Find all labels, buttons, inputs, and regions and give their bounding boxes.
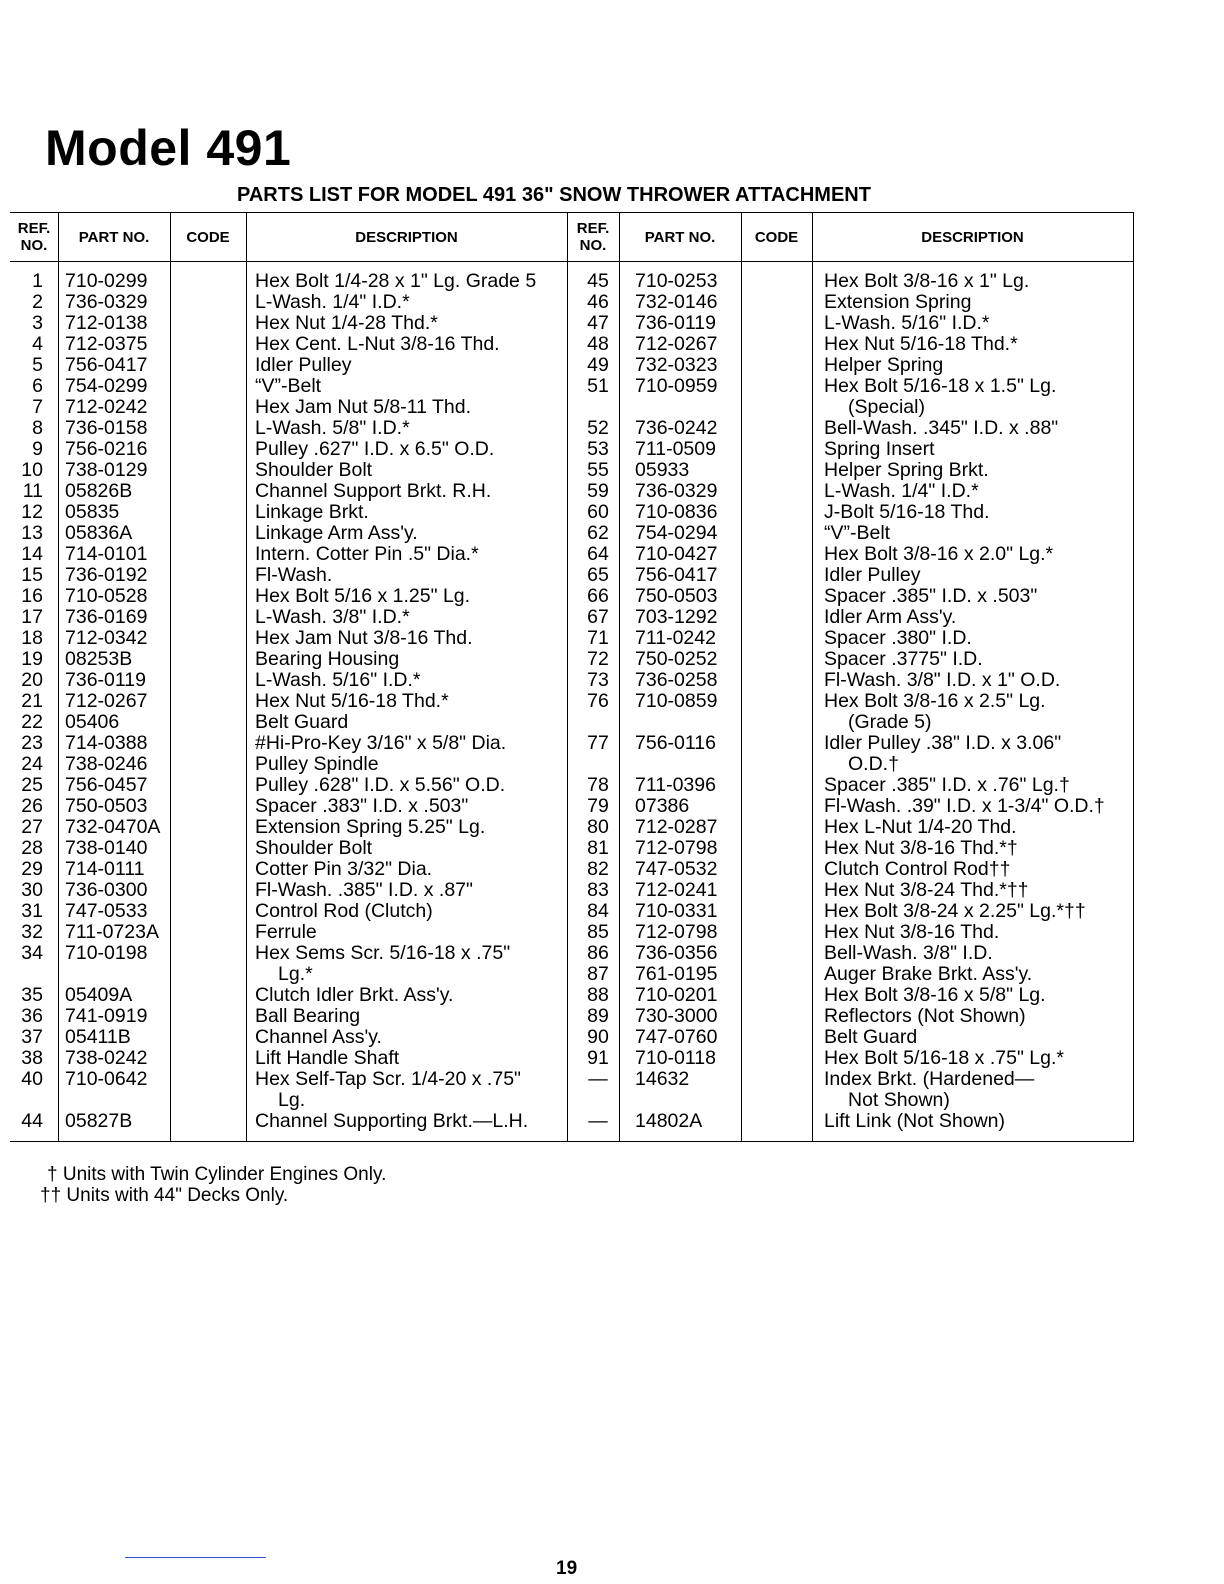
cell-ref: 9 — [32, 438, 43, 460]
cell-desc: Hex Bolt 3/8-16 x 1" Lg. — [824, 270, 1030, 292]
cell-desc: Spacer .385" I.D. x .503" — [824, 585, 1038, 607]
cell-desc: Hex Jam Nut 3/8-16 Thd. — [255, 627, 473, 649]
cell-desc: Hex Bolt 3/8-16 x 2.5" Lg. — [824, 690, 1046, 712]
cell-part: 736-0329 — [635, 480, 718, 502]
cell-desc: Hex Bolt 1/4-28 x 1" Lg. Grade 5 — [255, 270, 537, 292]
cell-part: 710-0118 — [635, 1047, 716, 1069]
cell-desc: O.D.† — [848, 753, 899, 775]
cell-desc: Idler Pulley — [255, 354, 352, 376]
cell-part: 736-0242 — [635, 417, 718, 439]
cell-part: 710-0528 — [65, 585, 148, 607]
footnote-mark: †† — [40, 1185, 62, 1206]
cell-ref: 15 — [21, 564, 43, 586]
cell-desc: L-Wash. 5/16" I.D.* — [255, 669, 421, 691]
cell-ref: — — [588, 1068, 608, 1090]
cell-ref: 13 — [21, 522, 43, 544]
cell-part — [635, 397, 741, 418]
cell-desc: Spacer .383" I.D. x .503" — [255, 795, 469, 817]
cell-desc: L-Wash. 3/8" I.D.* — [255, 606, 410, 628]
cell-part: 712-0138 — [65, 312, 148, 334]
cell-desc: Hex Nut 1/4-28 Thd.* — [255, 312, 438, 334]
cell-desc: Lift Link (Not Shown) — [824, 1110, 1005, 1132]
cell-ref: 44 — [21, 1110, 43, 1132]
cell-part: 711-0723A — [65, 921, 159, 943]
cell-part: 747-0533 — [65, 900, 148, 922]
page-number: 19 — [556, 1558, 578, 1579]
cell-desc: Belt Guard — [255, 711, 349, 733]
parts-table — [10, 212, 1134, 1142]
cell-ref: 5 — [32, 354, 43, 376]
cell-part: 05409A — [65, 984, 133, 1006]
cell-desc: Bell-Wash. 3/8" I.D. — [824, 942, 993, 964]
cell-desc: Extension Spring — [824, 291, 972, 313]
cell-part: 730-3000 — [635, 1005, 718, 1027]
cell-part: 07386 — [635, 795, 690, 817]
cell-ref: 23 — [21, 732, 43, 754]
cell-ref: 40 — [21, 1068, 43, 1090]
cell-part: 05835 — [65, 501, 120, 523]
cell-desc: “V”-Belt — [824, 522, 891, 544]
header-ref-no: REF. NO. — [17, 220, 51, 254]
cell-ref: 60 — [587, 501, 609, 523]
cell-part: 754-0294 — [635, 522, 718, 544]
cell-desc: Lift Handle Shaft — [255, 1047, 400, 1069]
cell-ref: 91 — [587, 1047, 609, 1069]
cell-desc: (Grade 5) — [848, 711, 932, 733]
cell-part: 732-0323 — [635, 354, 718, 376]
cell-ref: 35 — [21, 984, 43, 1006]
cell-ref: 32 — [21, 921, 43, 943]
cell-ref: 38 — [21, 1047, 43, 1069]
cell-part: 714-0388 — [65, 732, 148, 754]
cell-ref: 8 — [32, 417, 43, 439]
cell-part: 710-0253 — [635, 270, 718, 292]
bottom-rule — [125, 1557, 266, 1558]
cell-desc: Spacer .385" I.D. x .76" Lg.† — [824, 774, 1070, 796]
cell-part: 741-0919 — [65, 1005, 148, 1027]
cell-desc: Fl-Wash. .39" I.D. x 1-3/4" O.D.† — [824, 795, 1105, 817]
column-divider — [58, 213, 59, 1141]
cell-part: 712-0242 — [65, 396, 148, 418]
cell-part: 14632 — [635, 1068, 690, 1090]
cell-ref: 31 — [21, 900, 43, 922]
cell-ref: 78 — [587, 774, 609, 796]
cell-ref: 45 — [587, 270, 609, 292]
cell-desc: Hex Nut 5/16-18 Thd.* — [824, 333, 1018, 355]
cell-ref: 88 — [587, 984, 609, 1006]
cell-desc: Idler Arm Ass'y. — [824, 606, 957, 628]
cell-desc: Not Shown) — [848, 1089, 950, 1111]
cell-ref: 81 — [587, 837, 609, 859]
cell-desc: Hex Nut 5/16-18 Thd.* — [255, 690, 449, 712]
cell-ref: 19 — [21, 648, 43, 670]
cell-ref: 1 — [32, 270, 43, 292]
cell-part: 712-0287 — [635, 816, 718, 838]
cell-ref: 64 — [587, 543, 609, 565]
cell-desc: Lg. — [278, 1089, 306, 1111]
cell-ref: 90 — [587, 1026, 609, 1048]
cell-ref — [10, 964, 43, 985]
cell-desc: Idler Pulley .38" I.D. x 3.06" — [824, 732, 1062, 754]
cell-part: 750-0252 — [635, 648, 718, 670]
cell-part: 712-0375 — [65, 333, 148, 355]
parts-list-heading: PARTS LIST FOR MODEL 491 36" SNOW THROWER ATTACHMENT — [237, 184, 871, 206]
cell-ref: 48 — [587, 333, 609, 355]
cell-ref: 21 — [21, 690, 43, 712]
cell-ref: 18 — [21, 627, 43, 649]
cell-desc: Hex L-Nut 1/4-20 Thd. — [824, 816, 1017, 838]
cell-ref: 84 — [587, 900, 609, 922]
cell-part: 756-0216 — [65, 438, 148, 460]
cell-ref: 24 — [21, 753, 43, 775]
cell-part: 736-0169 — [65, 606, 148, 628]
cell-desc: Hex Sems Scr. 5/16-18 x .75" — [255, 942, 511, 964]
cell-ref: 89 — [587, 1005, 609, 1027]
header-divider — [10, 261, 1134, 262]
cell-desc: Hex Cent. L-Nut 3/8-16 Thd. — [255, 333, 500, 355]
cell-part: 736-0119 — [635, 312, 716, 334]
cell-part — [635, 754, 741, 775]
cell-desc: Hex Bolt 3/8-24 x 2.25" Lg.*†† — [824, 900, 1086, 922]
cell-part — [65, 964, 170, 985]
cell-desc: Ball Bearing — [255, 1005, 361, 1027]
cell-desc: Control Rod (Clutch) — [255, 900, 433, 922]
cell-desc: L-Wash. 5/16" I.D.* — [824, 312, 990, 334]
cell-part: 712-0342 — [65, 627, 148, 649]
cell-ref: 16 — [21, 585, 43, 607]
cell-part: 736-0329 — [65, 291, 148, 313]
cell-desc: Index Brkt. (Hardened— — [824, 1068, 1035, 1090]
cell-part: 756-0457 — [65, 774, 148, 796]
cell-desc: Linkage Brkt. — [255, 501, 369, 523]
cell-part: 714-0101 — [65, 543, 148, 565]
cell-desc: Fl-Wash. 3/8" I.D. x 1" O.D. — [824, 669, 1061, 691]
column-divider — [170, 213, 171, 1141]
cell-part: 761-0195 — [635, 963, 718, 985]
cell-ref: 26 — [21, 795, 43, 817]
footnote-mark: † — [47, 1164, 58, 1185]
cell-part: 712-0798 — [635, 921, 718, 943]
cell-part: 711-0509 — [635, 438, 716, 460]
cell-desc: Shoulder Bolt — [255, 837, 373, 859]
cell-part: 712-0267 — [635, 333, 718, 355]
cell-part: 756-0417 — [65, 354, 148, 376]
cell-part: 756-0417 — [635, 564, 718, 586]
cell-desc: Ferrule — [255, 921, 317, 943]
cell-part: 710-0201 — [635, 984, 718, 1006]
page-title: Model 491 — [45, 120, 292, 176]
cell-ref: 76 — [587, 690, 609, 712]
column-divider — [619, 213, 620, 1141]
cell-ref: 4 — [32, 333, 43, 355]
cell-ref: 11 — [22, 480, 43, 502]
header-part-no: PART NO. — [644, 228, 716, 246]
cell-ref: 52 — [587, 417, 609, 439]
cell-part: 754-0299 — [65, 375, 148, 397]
cell-part: 05826B — [65, 480, 133, 502]
cell-desc: Spacer .380" I.D. — [824, 627, 972, 649]
cell-desc: Auger Brake Brkt. Ass'y. — [824, 963, 1033, 985]
cell-ref: 28 — [21, 837, 43, 859]
cell-part: 711-0396 — [635, 774, 716, 796]
cell-part: 750-0503 — [65, 795, 148, 817]
cell-part: 736-0119 — [65, 669, 146, 691]
cell-desc: Fl-Wash. .385" I.D. x .87" — [255, 879, 473, 901]
cell-part: 710-0331 — [635, 900, 718, 922]
cell-ref: 85 — [587, 921, 609, 943]
cell-ref: 22 — [21, 711, 43, 733]
cell-part: 747-0760 — [635, 1026, 718, 1048]
cell-part: 747-0532 — [635, 858, 718, 880]
cell-part — [635, 1090, 741, 1111]
cell-part: 738-0129 — [65, 459, 148, 481]
cell-desc: Clutch Control Rod†† — [824, 858, 1011, 880]
cell-part: 712-0241 — [635, 879, 718, 901]
cell-ref: 20 — [21, 669, 43, 691]
cell-part: 712-0798 — [635, 837, 718, 859]
cell-desc: Hex Bolt 3/8-16 x 5/8" Lg. — [824, 984, 1046, 1006]
header-part-no: PART NO. — [78, 228, 150, 246]
cell-desc: Pulley Spindle — [255, 753, 379, 775]
header-ref-no: REF. NO. — [576, 220, 610, 254]
cell-desc: L-Wash. 1/4" I.D.* — [255, 291, 410, 313]
cell-part: 710-0959 — [635, 375, 718, 397]
header-description: DESCRIPTION — [355, 228, 458, 246]
cell-part: 738-0246 — [65, 753, 148, 775]
cell-ref: 80 — [587, 816, 609, 838]
cell-desc: Channel Ass'y. — [255, 1026, 382, 1048]
cell-desc: Hex Nut 3/8-16 Thd.*† — [824, 837, 1018, 859]
cell-desc: Hex Jam Nut 5/8-11 Thd. — [255, 396, 472, 418]
cell-desc: Bell-Wash. .345" I.D. x .88" — [824, 417, 1059, 439]
cell-ref: 12 — [21, 501, 43, 523]
cell-ref: 71 — [587, 627, 609, 649]
cell-desc: Linkage Arm Ass'y. — [255, 522, 418, 544]
cell-part: 714-0111 — [65, 858, 145, 880]
cell-desc: Pulley .628" I.D. x 5.56" O.D. — [255, 774, 506, 796]
column-divider — [567, 213, 568, 1141]
cell-part: 736-0300 — [65, 879, 148, 901]
cell-part: 710-0642 — [65, 1068, 148, 1090]
cell-desc: Bearing Housing — [255, 648, 400, 670]
cell-part: 710-0299 — [65, 270, 148, 292]
cell-ref: 14 — [21, 543, 43, 565]
cell-desc: “V”-Belt — [255, 375, 322, 397]
cell-part: 711-0242 — [635, 627, 716, 649]
cell-part: 05933 — [635, 459, 690, 481]
cell-ref: — — [588, 1110, 608, 1132]
cell-ref: 53 — [587, 438, 609, 460]
cell-ref: 29 — [21, 858, 43, 880]
cell-desc: Shoulder Bolt — [255, 459, 373, 481]
cell-part: 756-0116 — [635, 732, 716, 754]
cell-part: 14802A — [635, 1110, 703, 1132]
cell-ref: 66 — [587, 585, 609, 607]
header-code: CODE — [754, 228, 799, 246]
cell-desc: Hex Self-Tap Scr. 1/4-20 x .75" — [255, 1068, 521, 1090]
cell-ref: 25 — [21, 774, 43, 796]
cell-part: 710-0859 — [635, 690, 718, 712]
cell-part: 736-0356 — [635, 942, 718, 964]
cell-ref: 67 — [587, 606, 609, 628]
cell-ref: 49 — [587, 354, 609, 376]
cell-desc: Spring Insert — [824, 438, 935, 460]
cell-ref: 73 — [587, 669, 609, 691]
cell-ref: 87 — [587, 963, 609, 985]
cell-ref: 17 — [21, 606, 43, 628]
cell-part: 736-0192 — [65, 564, 148, 586]
cell-part: 712-0267 — [65, 690, 148, 712]
cell-desc: Cotter Pin 3/32" Dia. — [255, 858, 433, 880]
cell-desc: Idler Pulley — [824, 564, 921, 586]
cell-ref: 36 — [21, 1005, 43, 1027]
cell-part: 732-0470A — [65, 816, 161, 838]
cell-ref: 37 — [21, 1026, 43, 1048]
cell-ref — [10, 1090, 43, 1111]
cell-ref: 72 — [587, 648, 609, 670]
cell-desc: Helper Spring — [824, 354, 944, 376]
cell-part: 05411B — [65, 1026, 131, 1048]
cell-part: 710-0836 — [635, 501, 718, 523]
cell-ref — [580, 712, 616, 733]
footnote-double-dagger — [40, 1185, 288, 1206]
cell-ref: 27 — [21, 816, 43, 838]
cell-desc: Pulley .627" I.D. x 6.5" O.D. — [255, 438, 495, 460]
header-description: DESCRIPTION — [921, 228, 1024, 246]
cell-ref: 7 — [32, 396, 43, 418]
cell-ref: 46 — [587, 291, 609, 313]
cell-desc: #Hi-Pro-Key 3/16" x 5/8" Dia. — [255, 732, 507, 754]
cell-part — [635, 712, 741, 733]
cell-desc: (Special) — [848, 396, 925, 418]
cell-desc: Hex Bolt 3/8-16 x 2.0" Lg.* — [824, 543, 1054, 565]
cell-ref: 77 — [587, 732, 609, 754]
cell-desc: Helper Spring Brkt. — [824, 459, 989, 481]
cell-part: 750-0503 — [635, 585, 718, 607]
cell-desc: Channel Supporting Brkt.—L.H. — [255, 1110, 529, 1132]
cell-ref: 82 — [587, 858, 609, 880]
cell-desc: Lg.* — [278, 963, 313, 985]
footnote-single-dagger — [47, 1164, 386, 1185]
cell-desc: Fl-Wash. — [255, 564, 333, 586]
cell-ref: 62 — [587, 522, 609, 544]
cell-part: 05406 — [65, 711, 120, 733]
footnote-text: Units with Twin Cylinder Engines Only. — [62, 1164, 387, 1185]
cell-part: 732-0146 — [635, 291, 718, 313]
cell-ref: 59 — [587, 480, 609, 502]
cell-ref: 2 — [32, 291, 43, 313]
cell-ref: 79 — [587, 795, 609, 817]
cell-part — [65, 1090, 170, 1111]
cell-desc: Spacer .3775" I.D. — [824, 648, 983, 670]
cell-ref — [580, 397, 616, 418]
cell-part: 738-0140 — [65, 837, 148, 859]
cell-desc: Belt Guard — [824, 1026, 918, 1048]
cell-ref — [580, 1090, 616, 1111]
cell-ref: 65 — [587, 564, 609, 586]
cell-ref — [580, 754, 616, 775]
cell-desc: Extension Spring 5.25" Lg. — [255, 816, 486, 838]
footnote-text: Units with 44" Decks Only. — [66, 1185, 289, 1206]
header-code: CODE — [186, 228, 230, 246]
cell-desc: L-Wash. 1/4" I.D.* — [824, 480, 979, 502]
cell-desc: L-Wash. 5/8" I.D.* — [255, 417, 410, 439]
cell-part: 736-0258 — [635, 669, 718, 691]
cell-ref: 30 — [21, 879, 43, 901]
column-divider — [812, 213, 813, 1141]
cell-desc: Hex Nut 3/8-24 Thd.*†† — [824, 879, 1029, 901]
cell-ref: 3 — [32, 312, 43, 334]
cell-part: 710-0427 — [635, 543, 718, 565]
cell-desc: Intern. Cotter Pin .5" Dia.* — [255, 543, 479, 565]
column-divider — [246, 213, 247, 1141]
cell-ref: 51 — [587, 375, 609, 397]
cell-ref: 83 — [587, 879, 609, 901]
cell-ref: 34 — [21, 942, 43, 964]
cell-ref: 55 — [587, 459, 609, 481]
cell-part: 738-0242 — [65, 1047, 148, 1069]
cell-part: 736-0158 — [65, 417, 148, 439]
cell-part: 710-0198 — [65, 942, 148, 964]
cell-part: 05827B — [65, 1110, 133, 1132]
cell-desc: Hex Nut 3/8-16 Thd. — [824, 921, 1000, 943]
cell-part: 05836A — [65, 522, 133, 544]
column-divider — [741, 213, 742, 1141]
cell-ref: 10 — [21, 459, 43, 481]
cell-desc: Hex Bolt 5/16-18 x .75" Lg.* — [824, 1047, 1064, 1069]
cell-part: 703-1292 — [635, 606, 718, 628]
cell-ref: 47 — [587, 312, 609, 334]
cell-desc: Channel Support Brkt. R.H. — [255, 480, 492, 502]
cell-desc: J-Bolt 5/16-18 Thd. — [824, 501, 990, 523]
cell-desc: Clutch Idler Brkt. Ass'y. — [255, 984, 454, 1006]
cell-ref: 86 — [587, 942, 609, 964]
cell-desc: Reflectors (Not Shown) — [824, 1005, 1026, 1027]
cell-part: 08253B — [65, 648, 133, 670]
cell-ref: 6 — [32, 375, 43, 397]
cell-desc: Hex Bolt 5/16 x 1.25" Lg. — [255, 585, 471, 607]
cell-desc: Hex Bolt 5/16-18 x 1.5" Lg. — [824, 375, 1057, 397]
